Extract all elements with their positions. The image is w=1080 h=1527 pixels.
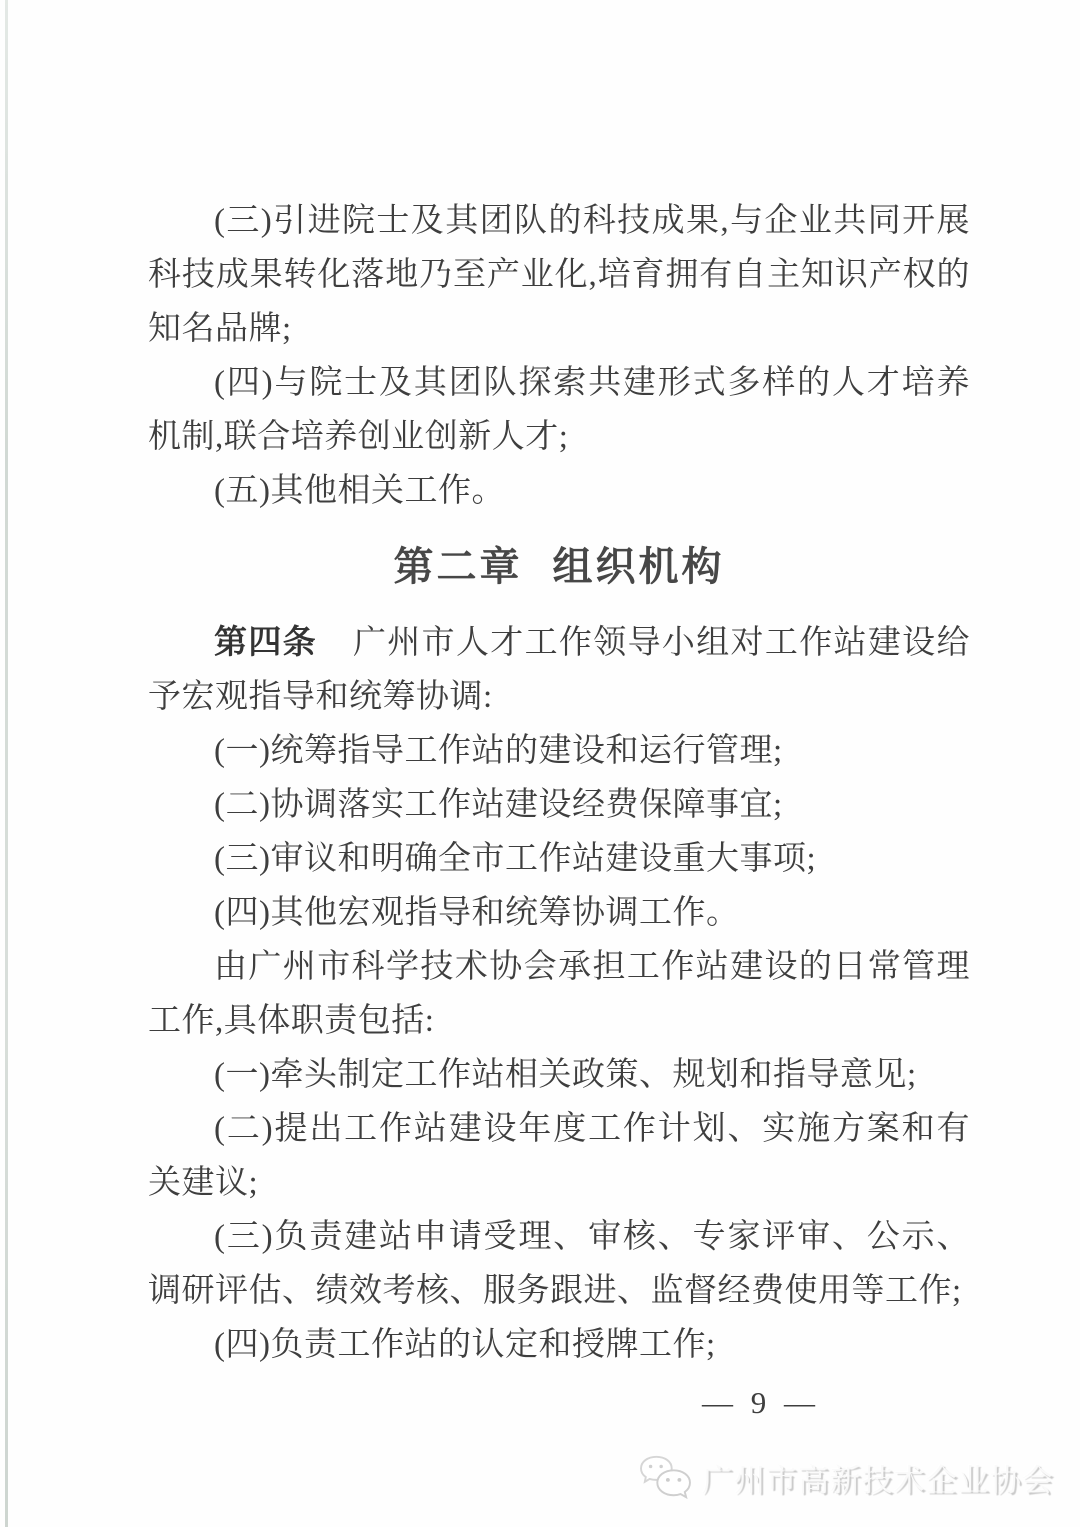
article-4-intro-text: 广州市人才工作领导小组对工作站建设给予宏观指导和统筹协调:	[148, 625, 971, 715]
daily-management-intro: 由广州市科学技术协会承担工作站建设的日常管理工作,具体职责包括:	[148, 949, 970, 1039]
daily-management-item-2: (二)提出工作站建设年度工作计划、实施方案和有关建议;	[148, 1111, 970, 1201]
footer-watermark	[636, 1453, 1054, 1501]
article-4-item-1: (一)统筹指导工作站的建设和运行管理;	[214, 733, 783, 769]
article-4-item-3: (三)审议和明确全市工作站建设重大事项;	[214, 841, 817, 877]
clause-item-4: (四)与院士及其团队探索共建形式多样的人才培养机制,联合培养创业创新人才;	[148, 365, 970, 455]
clause-item-5: (五)其他相关工作。	[214, 473, 505, 509]
daily-management-item-4: (四)负责工作站的认定和授牌工作;	[214, 1327, 716, 1363]
clause-item-3: (三)引进院士及其团队的科技成果,与企业共同开展科技成果转化落地乃至产业化,培育拥有自主知识产权的知名品牌;	[148, 203, 970, 347]
article-4-intro-paragraph	[148, 616, 970, 724]
footer-org-name: 广州市高新技术企业协会	[702, 1462, 1054, 1499]
daily-management-item-1: (一)牵头制定工作站相关政策、规划和指导意见;	[214, 1057, 917, 1093]
page-number: — 9 —	[702, 1385, 820, 1420]
article-4-label: 第四条	[214, 625, 317, 661]
article-4-item-4: (四)其他宏观指导和统筹协调工作。	[214, 895, 740, 931]
chapter-number: 第二章	[393, 545, 523, 589]
chapter-heading	[148, 540, 970, 594]
chapter-title: 组织机构	[552, 545, 725, 589]
article-4-item-2: (二)协调落实工作站建设经费保障事宜;	[214, 787, 783, 823]
wechat-icon	[636, 1453, 694, 1501]
daily-management-item-3: (三)负责建站申请受理、审核、专家评审、公示、调研评估、绩效考核、服务跟进、监督经费使用等工作;	[148, 1219, 970, 1309]
scan-edge-artifact	[5, 0, 8, 1527]
